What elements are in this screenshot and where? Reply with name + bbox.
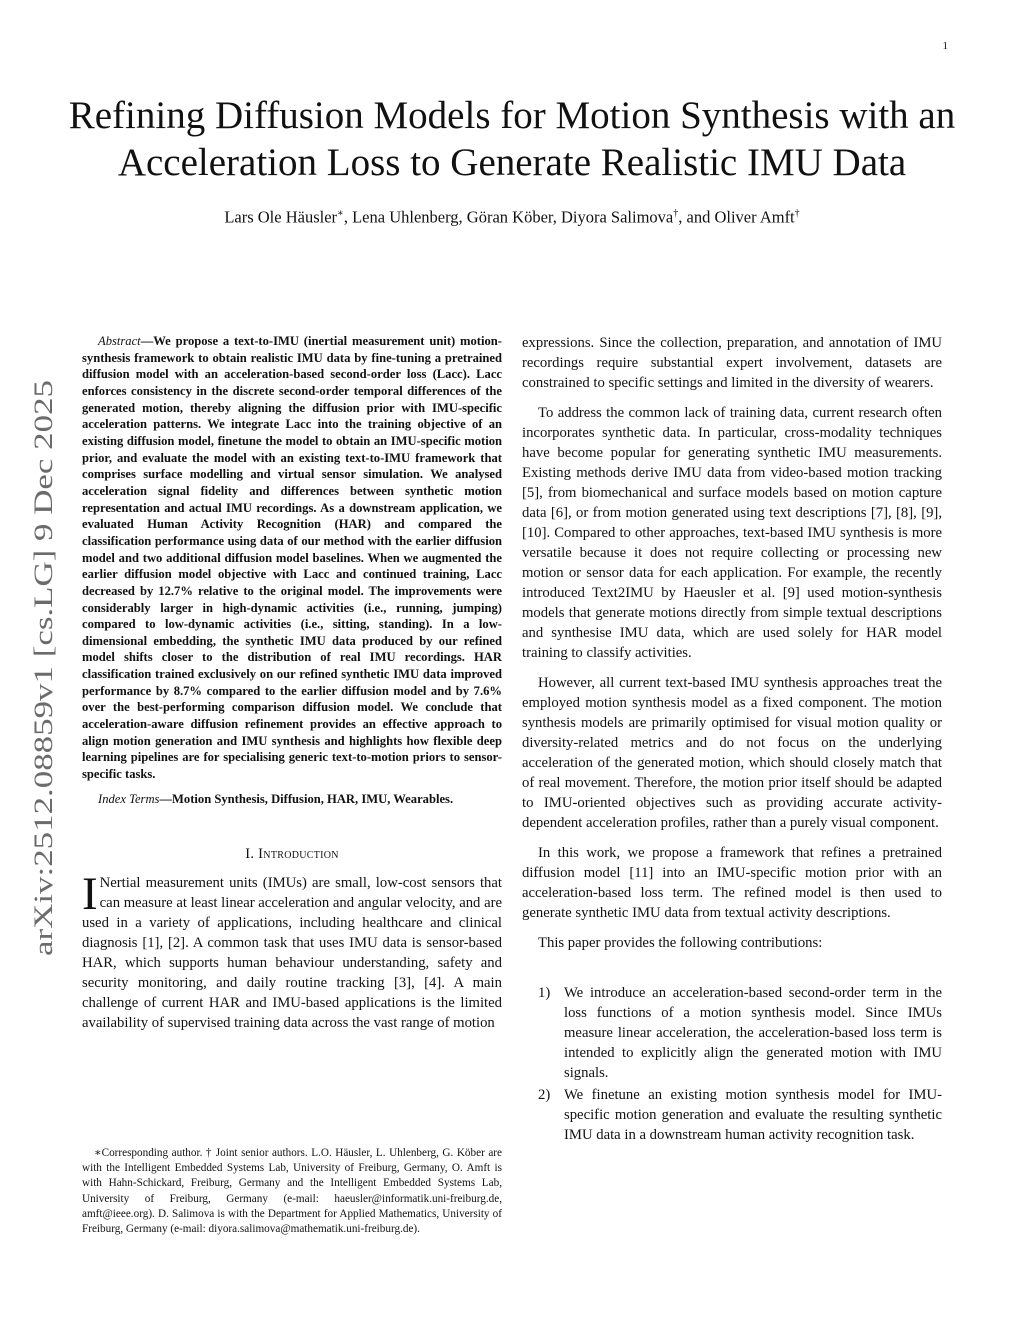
footnote-text: ∗Corresponding author. † Joint senior authors. L.O. Häusler, L. Uhlenberg, G. Köber are with the Intelligent Embedded Systems Lab, University of Freiburg, Germany, O. Amft is with Hahn-Schickard, Freiburg, Germany and the Intelligent Embedded Systems Lab, University of Freiburg, Germany (e-mail: haeusler@informatik.uni-freiburg.de, amft@ieee.org). D. Salimova is with the Department for Applied Mathematics, University of Freiburg, Germany (e-mail: diyora.salimova@mathematik.uni-freiburg.de). (82, 1147, 502, 1236)
author-list (60, 203, 964, 229)
contribution-text: We finetune an existing motion synthesis model for IMU-specific motion generation and evaluate the resulting synthetic IMU data in a downstream human activity recognition task. (564, 1087, 942, 1143)
arxiv-stamp-text: arXiv:2512.08859v1 [cs.LG] 9 Dec 2025 (29, 527, 58, 956)
page-number: 1 (942, 40, 948, 52)
list-spacer (522, 953, 942, 983)
right-column (522, 333, 942, 1145)
index-terms-text: —Motion Synthesis, Diffusion, HAR, IMU, Wearables. (159, 791, 454, 806)
contribution-number: 1) (538, 985, 551, 1001)
senior-mark-1: † (673, 208, 679, 219)
intro-paragraph-1 (82, 868, 502, 1033)
drop-cap: I (82, 868, 98, 921)
contribution-text: We introduce an acceleration-based second-order term in the loss functions of a motion synthesis model. Since IMUs measure linear acceleration, the acceleration-based loss term is intended to explicitly align the generated motion with IMU signals. (564, 985, 942, 1081)
abstract-text: —We propose a text-to-IMU (inertial measurement unit) motion-synthesis framework to obtain realistic IMU data by fine-tuning a pretrained diffusion model with an acceleration-based second-order loss (Lacc). Lacc enforces consistency in the discrete second-order temporal differences of the generated motion, thereby aligning the diffusion prior with IMU-specific acceleration patterns. We integrate Lacc into the training objective of an existing diffusion model, finetune the model to obtain an IMU-specific motion prior, and evaluate the model with an existing text-to-IMU framework that comprises surface modelling and virtual sensor simulation. We analysed acceleration signal fidelity and differences between synthetic motion representation and actual IMU recordings. As a downstream application, we evaluated Human Activity Recognition (HAR) and compared the classification performance using data of our method with the earlier diffusion model and two additional diffusion model baselines. When we augmented the earlier diffusion model objective with Lacc and continued training, Lacc decreased by 12.7% relative to the original model. The improvements were considerably larger in high-dynamic activities (i.e., running, jumping) compared to low-dynamic activities (i.e., sitting, standing). In a low-dimensional embedding, the synthetic IMU data produced by our refined model shifts closer to the distribution of real IMU recordings. HAR classification trained exclusively on our refined synthetic IMU data improved performance by 8.7% compared to the earlier diffusion model and by 7.6% over the best-performing comparison diffusion model. We conclude that acceleration-aware diffusion refinement provides an effective approach to align motion generation and IMU synthesis and highlights how flexible deep learning pipelines are for specialising generic text-to-motion priors to sensor-specific tasks. (82, 334, 502, 782)
arxiv-stamp (8, 378, 70, 958)
authors-tail: , and Oliver Amft (678, 207, 795, 227)
authors-middle: , Lena Uhlenberg, Göran Köber, Diyora Salimova (343, 207, 674, 227)
contribution-item (522, 983, 942, 1083)
senior-mark-2: † (794, 208, 800, 219)
corresponding-mark: ∗ (337, 208, 344, 219)
contribution-item (522, 1085, 942, 1145)
abstract (82, 333, 502, 783)
left-column (82, 333, 502, 1033)
index-terms (82, 791, 502, 808)
intro-paragraph-1-text: Nertial measurement units (IMUs) are small, low-cost sensors that can measure at least linear acceleration and angular velocity, and are used in a variety of applications, including healthcare and clinical diagnosis [1], [2]. A common task that uses IMU data is sensor-based HAR, which supports human behaviour understanding, safety and security monitoring, and daily routine tracking [3], [4]. A main challenge of current HAR and IMU-based applications is the limited availability of supervised training data across the vast range of motion (82, 875, 502, 1032)
index-terms-label: Index Terms (98, 791, 160, 806)
author-1: Lars Ole Häusler (224, 207, 338, 227)
intro-paragraph-5: This paper provides the following contributions: (538, 935, 823, 951)
abstract-label: Abstract (98, 334, 141, 348)
contribution-number: 2) (538, 1087, 551, 1103)
contribution-list (522, 983, 942, 1145)
intro-paragraph-2: To address the common lack of training data, current research often incorporates synthetic data. In particular, cross-modality techniques have become popular for generating synthetic IMU measurements. Existing methods derive IMU data from video-based motion tracking [5], from biomechanical and surface models based on motion capture data [6], or from motion generated using text descriptions [7], [8], [9], [10]. Compared to other approaches, text-based IMU synthesis is more versatile because it does not require collecting or processing new motion or sensor data for each application. For example, the recently introduced Text2IMU by Haeusler et al. [9] used motion-synthesis models that generate motions directly from simple textual descriptions and synthesise IMU data, which are used solely for HAR model training to classify activities. (522, 405, 942, 661)
footnote (82, 1146, 502, 1237)
intro-paragraph-3: However, all current text-based IMU synthesis approaches treat the employed motion synthesis model as a fixed component. The motion synthesis models are primarily optimised for visual motion quality or diversity-related metrics and do not focus on the underlying acceleration of the generated motion, which should closely match that of real movement. Therefore, the motion prior itself should be adapted to IMU-oriented objectives such as providing accurate activity-dependent acceleration profiles, rather than a purely visual component. (522, 675, 942, 831)
section-heading: I. Introduction (245, 846, 339, 863)
intro-paragraph-4: In this work, we propose a framework that refines a pretrained diffusion model [11] into an IMU-specific motion prior with an acceleration-based loss term. The refined model is then used to generate synthetic IMU data from textual activity descriptions. (522, 845, 942, 921)
arxiv-stamp-svg (8, 378, 70, 958)
paper-title: Refining Diffusion Models for Motion Synthesis with an Acceleration Loss to Generate Realistic IMU Data (68, 94, 956, 184)
title-block (60, 92, 964, 229)
intro-paragraph-1-continued: expressions. Since the collection, preparation, and annotation of IMU recordings require substantial expert involvement, datasets are constrained to specific settings and limited in the diversity of wearers. (522, 335, 942, 391)
